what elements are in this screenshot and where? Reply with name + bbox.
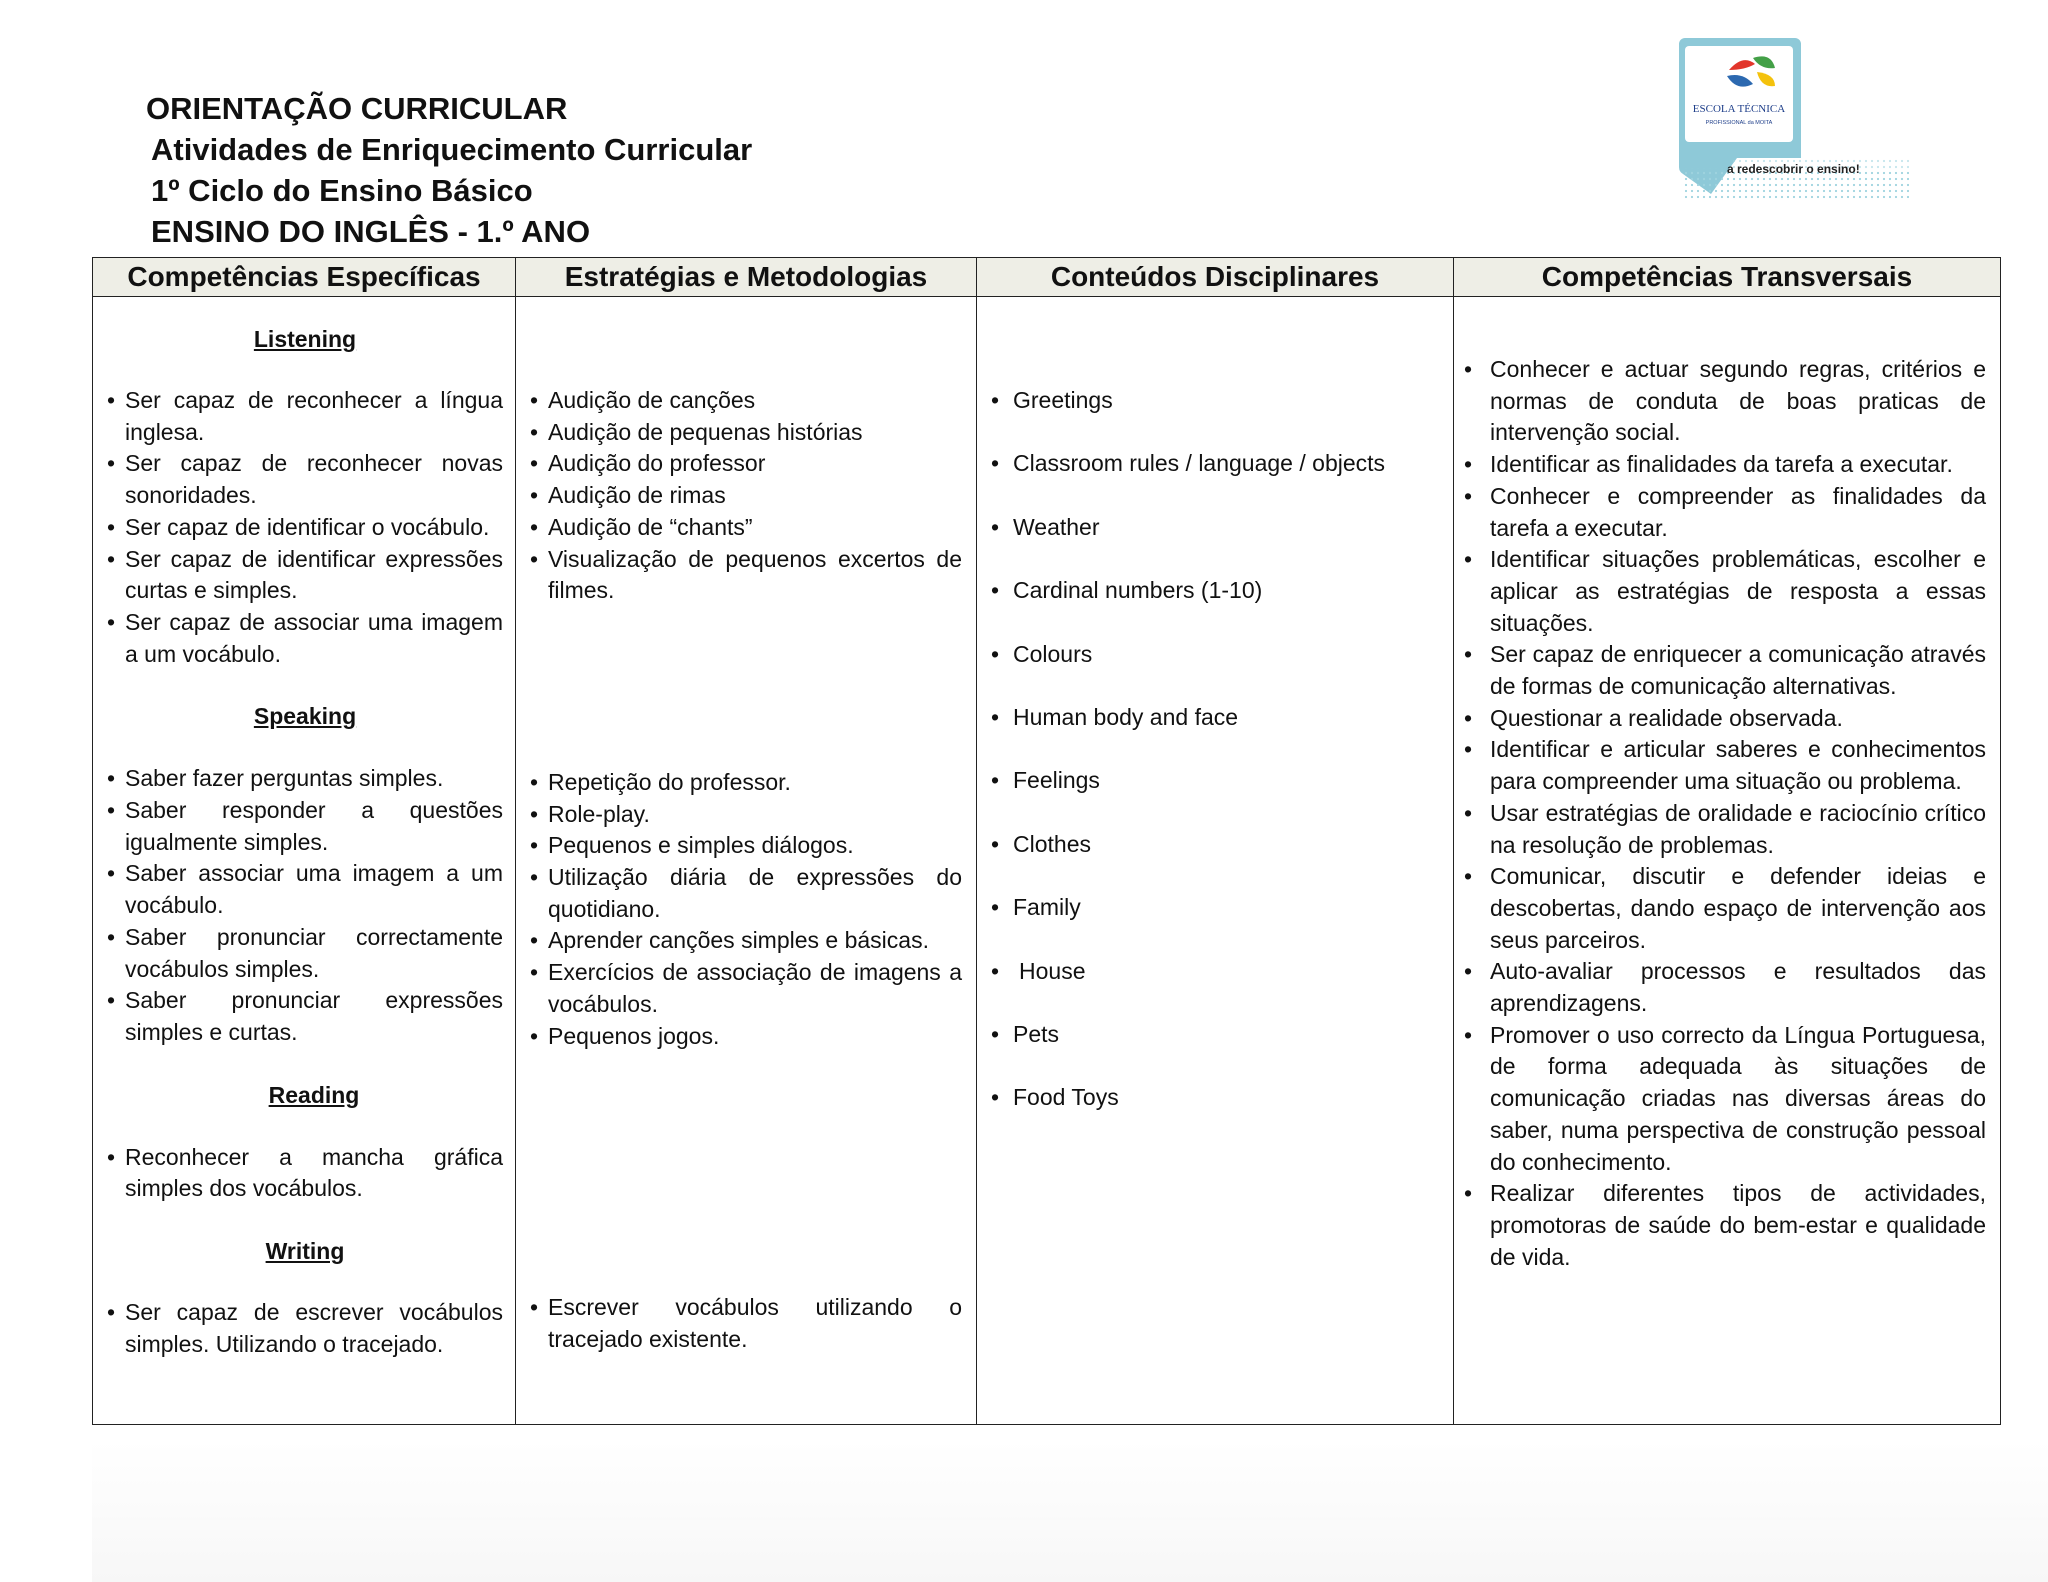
list-item: • Identificar as finalidades da tarefa a executar.	[1464, 449, 1986, 481]
list-item: • Exercícios de associação de imagens a vocábulos.	[530, 957, 962, 1020]
list-item: • Pequenos e simples diálogos.	[530, 830, 962, 862]
list-item: • Saber pronunciar expressões simples e curtas.	[107, 985, 503, 1048]
transversal-competencies	[1464, 354, 1986, 1273]
list-item: • Role-play.	[530, 799, 962, 831]
list-item: • Cardinal numbers (1-10)	[991, 575, 1439, 607]
list-item: • Audição de rimas	[530, 480, 962, 512]
header-title: ORIENTAÇÃO CURRICULAR	[146, 91, 568, 126]
list-item: • Saber fazer perguntas simples.	[107, 763, 503, 795]
list-item: • Audição de pequenas histórias	[530, 417, 962, 449]
list-item: • Ser capaz de escrever vocábulos simples. Utilizando o tracejado.	[107, 1297, 503, 1360]
reading-competencies	[107, 1142, 503, 1205]
list-item: • Ser capaz de enriquecer a comunicação através de formas de comunicação alternativas.	[1464, 639, 1986, 702]
school-logo	[1671, 32, 1911, 212]
list-item: • Repetição do professor.	[530, 767, 962, 799]
list-item: • Utilização diária de expressões do quotidiano.	[530, 862, 962, 925]
list-item: • Feelings	[991, 765, 1439, 797]
list-item: • Greetings	[991, 385, 1439, 417]
writing-competencies	[107, 1297, 503, 1360]
list-item: • Auto-avaliar processos e resultados das aprendizagens.	[1464, 956, 1986, 1019]
header-subject: ENSINO DO INGLÊS - 1.º ANO	[151, 214, 591, 249]
list-item: • Conhecer e actuar segundo regras, critérios e normas de conduta de boas praticas de intervenção social.	[1464, 354, 1986, 449]
list-item: • Pequenos jogos.	[530, 1021, 962, 1053]
list-item: • Weather	[991, 512, 1439, 544]
list-item: • Clothes	[991, 829, 1439, 861]
content-topics	[991, 385, 1439, 1114]
list-item: • Identificar situações problemáticas, escolher e aplicar as estratégias de resposta a essas situações.	[1464, 544, 1986, 639]
page-background	[92, 1440, 2048, 1582]
list-item: • Audição do professor	[530, 448, 962, 480]
list-item: • House	[991, 956, 1439, 988]
list-item: • Classroom rules / language / objects	[991, 448, 1439, 480]
logo-panel	[1685, 46, 1793, 142]
table-body-row	[93, 297, 2001, 1425]
list-item: • Colours	[991, 639, 1439, 671]
list-item: • Ser capaz de identificar expressões curtas e simples.	[107, 544, 503, 607]
list-item: • Questionar a realidade observada.	[1464, 703, 1986, 735]
list-item: • Family	[991, 892, 1439, 924]
header-conteudos: Conteúdos Disciplinares	[977, 258, 1454, 297]
logo-name-line1: ESCOLA TÉCNICA	[1692, 103, 1786, 115]
list-item: • Pets	[991, 1019, 1439, 1051]
cell-competencias-especificas	[93, 297, 516, 1425]
list-item: • Food Toys	[991, 1082, 1439, 1114]
document-header	[146, 88, 752, 252]
list-item: • Ser capaz de reconhecer novas sonoridades.	[107, 448, 503, 511]
list-item: • Comunicar, discutir e defender ideias e descobertas, dando espaço de intervenção aos seus parceiros.	[1464, 861, 1986, 956]
list-item: • Visualização de pequenos excertos de filmes.	[530, 544, 962, 607]
list-item: • Ser capaz de identificar o vocábulo.	[107, 512, 503, 544]
header-estrategias: Estratégias e Metodologias	[516, 258, 977, 297]
cell-estrategias	[516, 297, 977, 1425]
list-item: • Saber responder a questões igualmente simples.	[107, 795, 503, 858]
list-item: • Audição de canções	[530, 385, 962, 417]
list-item: • Reconhecer a mancha gráfica simples dos vocábulos.	[107, 1142, 503, 1205]
logo-name-line2: PROFISSIONAL da MOITA	[1705, 120, 1773, 126]
listening-competencies	[107, 385, 503, 670]
speaking-competencies	[107, 763, 503, 1048]
section-reading: Reading	[268, 1081, 360, 1108]
list-item: • Conhecer e compreender as finalidades da tarefa a executar.	[1464, 481, 1986, 544]
section-listening: Listening	[253, 326, 357, 352]
list-item: • Promover o uso correcto da Língua Portuguesa, de forma adequada às situações de comunicação criadas nas diversas áreas do saber, numa perspectiva de construção pessoal do conhecimento.	[1464, 1020, 1986, 1179]
writing-strategies	[530, 1292, 962, 1355]
list-item: • Escrever vocábulos utilizando o tracejado existente.	[530, 1292, 962, 1355]
section-writing: Writing	[265, 1238, 345, 1265]
header-subtitle: Atividades de Enriquecimento Curricular	[151, 132, 753, 167]
list-item: • Human body and face	[991, 702, 1439, 734]
logo-tagline: a redescobrir o ensino!	[1727, 162, 1860, 176]
curriculum-table	[92, 257, 2001, 1425]
list-item: • Ser capaz de reconhecer a língua inglesa.	[107, 385, 503, 448]
cell-competencias-transversais	[1454, 297, 2001, 1425]
list-item: • Saber pronunciar correctamente vocábulos simples.	[107, 922, 503, 985]
list-item: • Realizar diferentes tipos de actividades, promotoras de saúde do bem-estar e qualidade de vida.	[1464, 1178, 1986, 1273]
list-item: • Aprender canções simples e básicas.	[530, 925, 962, 957]
listening-strategies	[530, 385, 962, 607]
header-cycle: 1º Ciclo do Ensino Básico	[151, 173, 533, 208]
list-item: • Identificar e articular saberes e conhecimentos para compreender uma situação ou problema.	[1464, 734, 1986, 797]
header-competencias-transversais: Competências Transversais	[1454, 258, 2001, 297]
list-item: • Saber associar uma imagem a um vocábulo.	[107, 858, 503, 921]
list-item: • Audição de “chants”	[530, 512, 962, 544]
cell-conteudos	[977, 297, 1454, 1425]
header-competencias-especificas: Competências Específicas	[93, 258, 516, 297]
speaking-strategies	[530, 767, 962, 1052]
list-item: • Usar estratégias de oralidade e raciocínio crítico na resolução de problemas.	[1464, 798, 1986, 861]
list-item: • Ser capaz de associar uma imagem a um vocábulo.	[107, 607, 503, 670]
section-speaking: Speaking	[253, 703, 357, 730]
table-header-row	[93, 258, 2001, 297]
